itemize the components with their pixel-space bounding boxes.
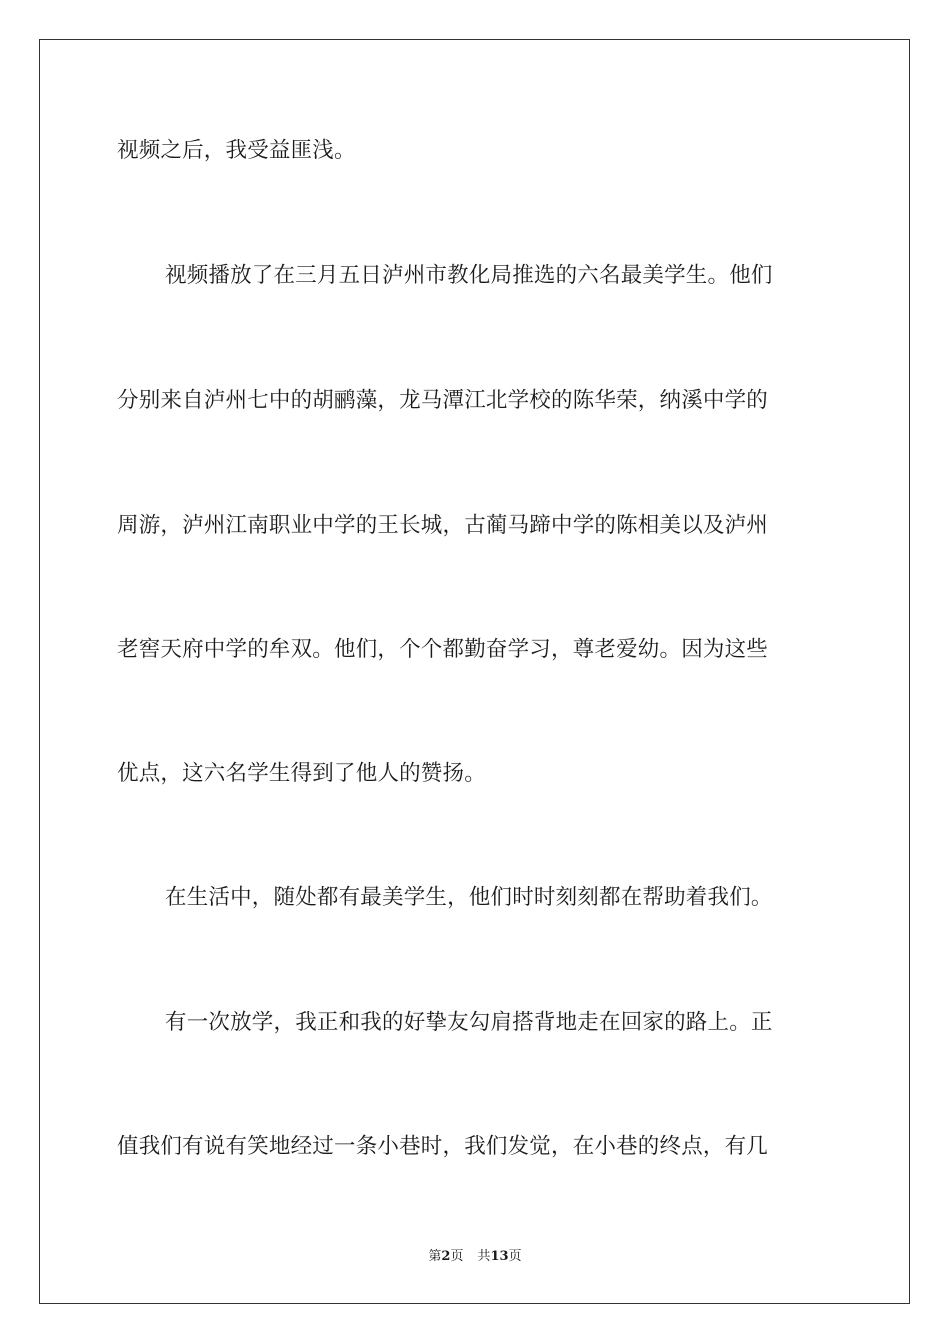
- page-footer: [0, 1248, 950, 1266]
- paragraph-line-7: 在生活中，随处都有最美学生，他们时时刻刻都在帮助着我们。: [165, 885, 773, 910]
- footer-total-prefix: 共: [477, 1249, 491, 1264]
- page-border: [39, 39, 910, 1304]
- footer-page-prefix: 第: [428, 1249, 442, 1264]
- paragraph-line-5: 老窖天府中学的牟双。他们，个个都勤奋学习，尊老爱幼。因为这些: [117, 637, 769, 662]
- footer-total-suffix: 页: [508, 1249, 522, 1264]
- footer-total-number: 13: [490, 1249, 509, 1264]
- paragraph-line-6: 优点，这六名学生得到了他人的赞扬。: [117, 761, 486, 786]
- footer-page-number: 2: [441, 1249, 451, 1264]
- paragraph-line-3: 分别来自泸州七中的胡鹂藻，龙马潭江北学校的陈华荣，纳溪中学的: [117, 388, 769, 413]
- paragraph-line-2: 视频播放了在三月五日泸州市教化局推选的六名最美学生。他们: [165, 263, 773, 288]
- footer-page-suffix: 页: [450, 1249, 464, 1264]
- paragraph-line-4: 周游，泸州江南职业中学的王长城，古蔺马蹄中学的陈相美以及泸州: [117, 513, 769, 538]
- paragraph-line-9: 值我们有说有笑地经过一条小巷时，我们发觉，在小巷的终点，有几: [117, 1134, 769, 1159]
- paragraph-line-1: 视频之后，我受益匪浅。: [117, 138, 356, 163]
- paragraph-line-8: 有一次放学，我正和我的好挚友勾肩搭背地走在回家的路上。正: [165, 1010, 773, 1035]
